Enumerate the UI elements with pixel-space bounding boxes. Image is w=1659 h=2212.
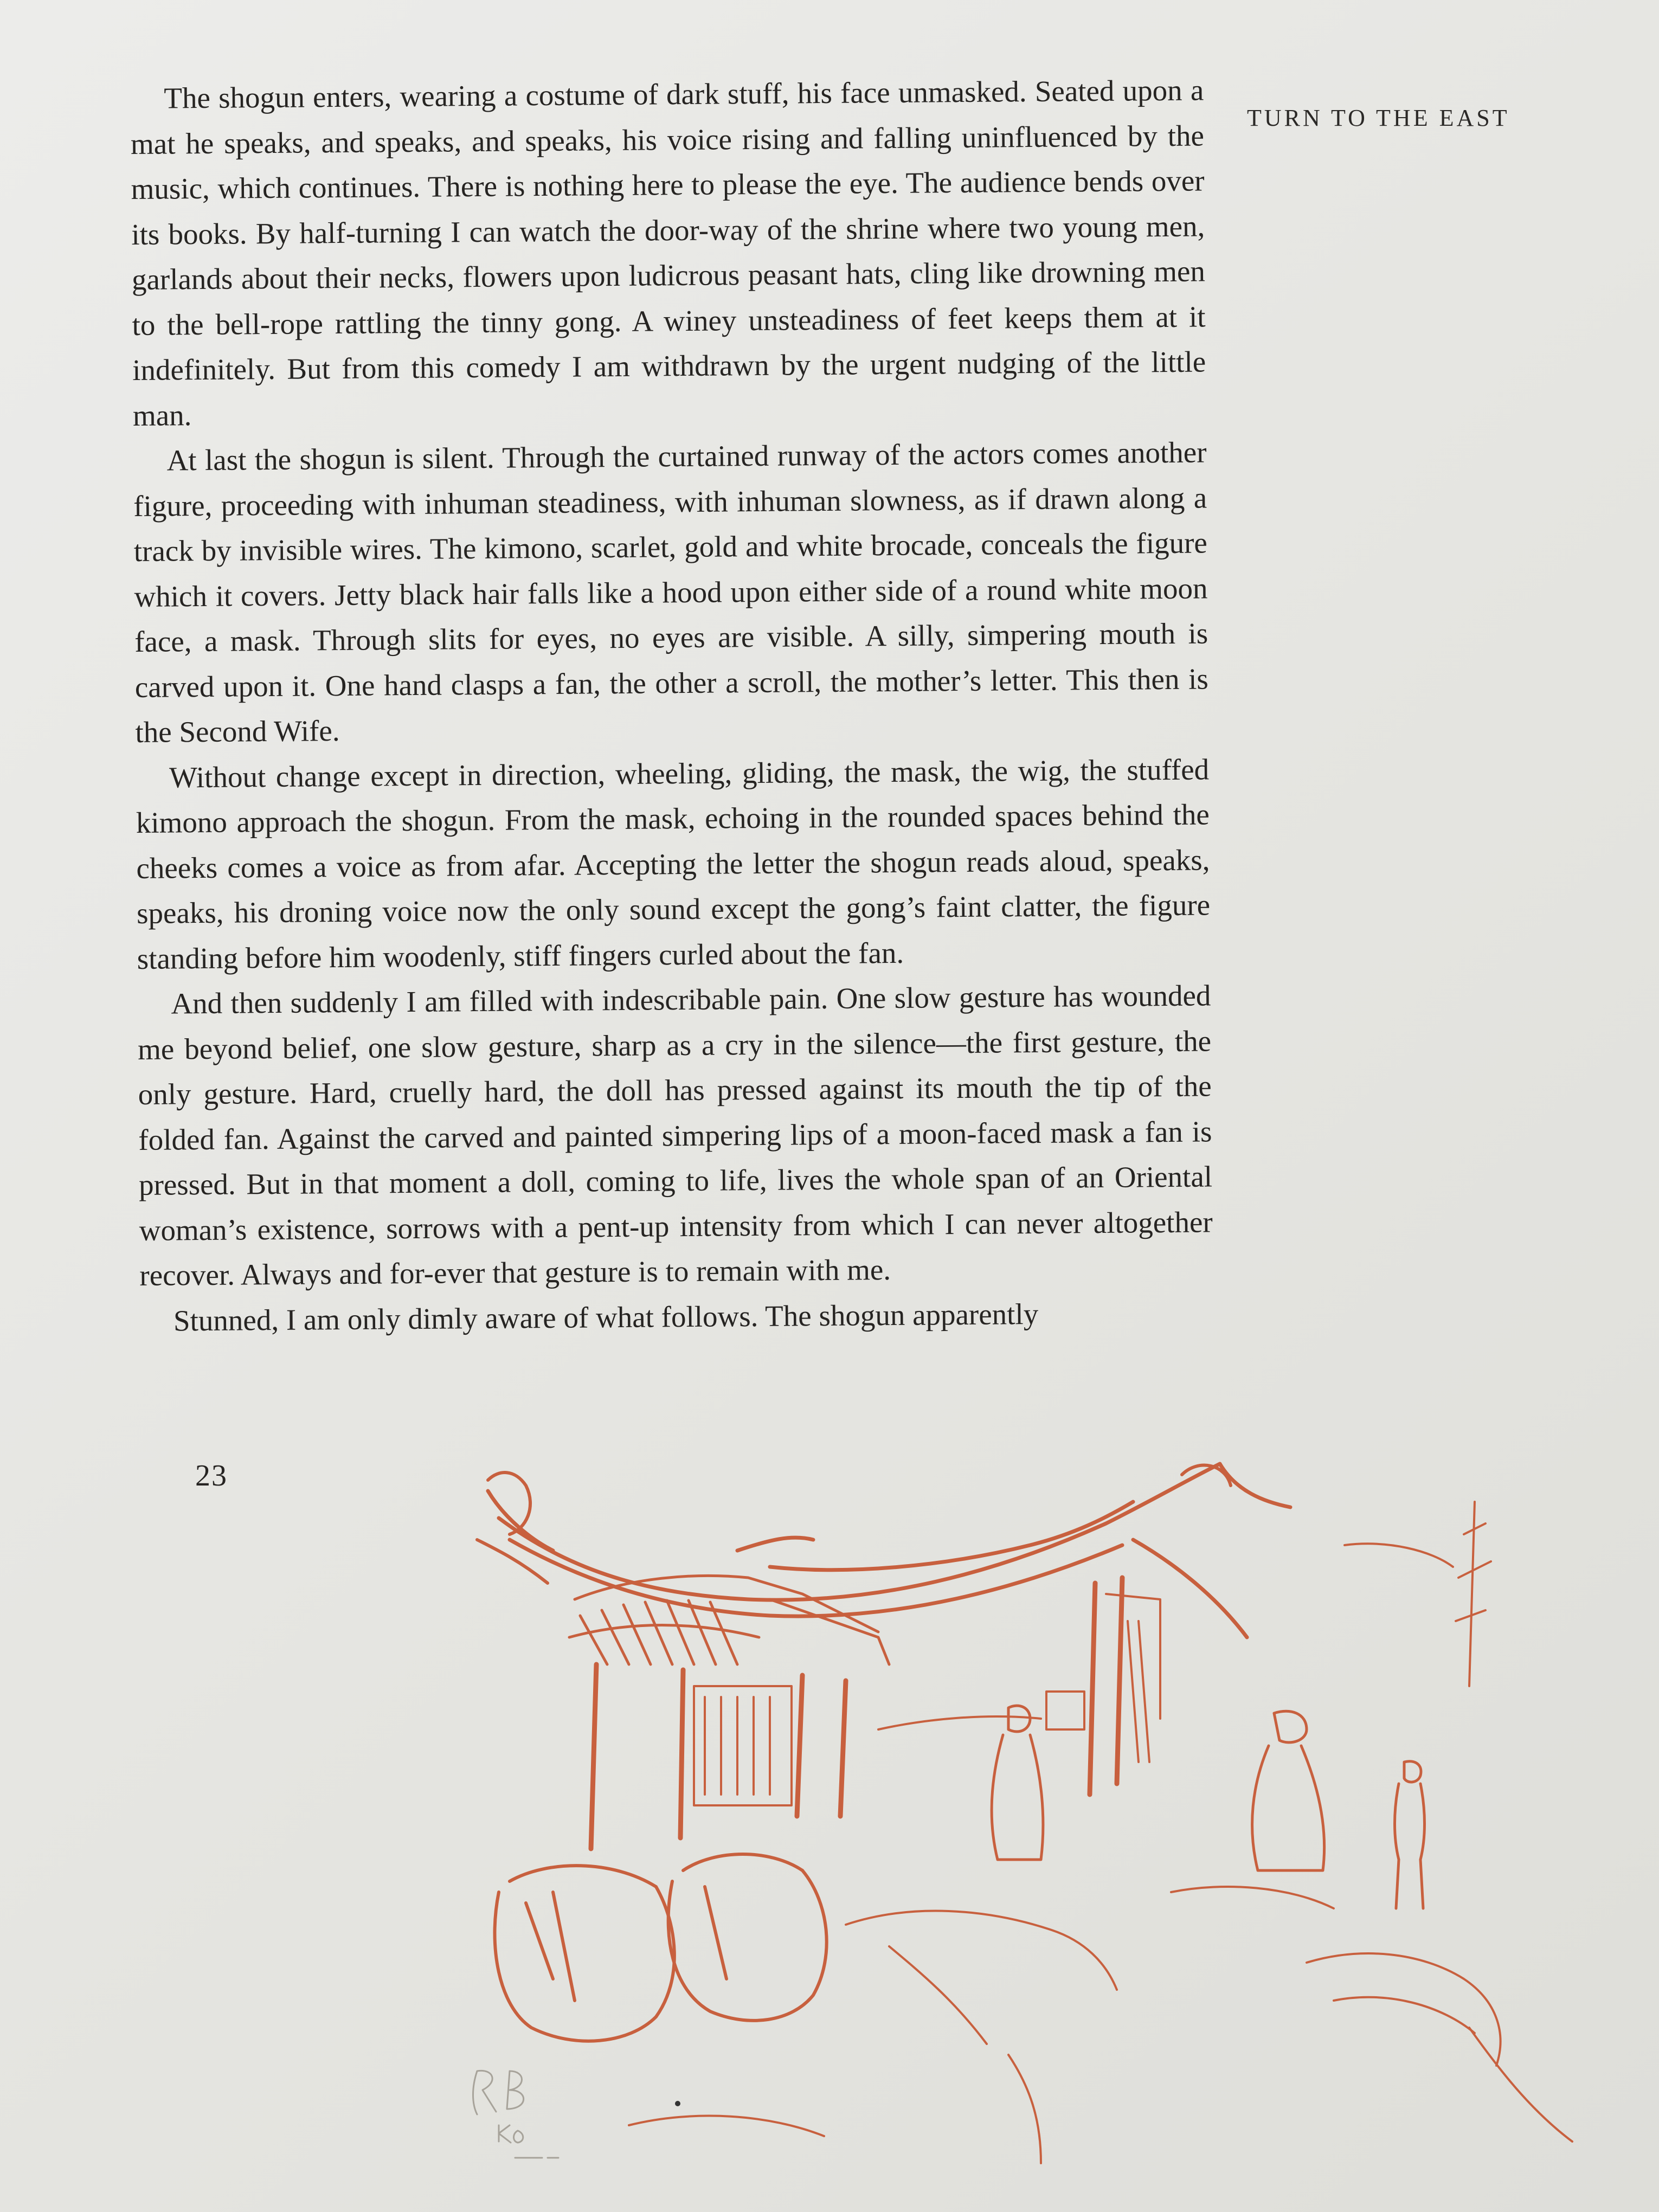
paragraph: At last the shogun is silent. Through the curtained runway of the actors comes another figure, proceeding with inhuman steadiness, with inhuman slowness, as if drawn along a track by invisible wires. The kimono, scarlet, gold and white brocade, conceals the figure which it covers. Jetty black hair falls like a hood upon either side of a round white moon face, a mask. Through slits for eyes, no eyes are visible. A silly, simpering mouth is carved upon it. One hand clasps a fan, the other a scroll, the mother’s letter. This then is the Second Wife. — [133, 435, 1209, 749]
storage-jars — [495, 1854, 827, 2041]
body-text — [130, 67, 1213, 1343]
paragraph: Stunned, I am only dimly aware of what follows. The shogun apparently — [173, 1297, 1039, 1337]
paragraph: And then suddenly I am filled with indescribable pain. One slow gesture has wounded me beyond belief, one slow gesture, sharp as a cry in the silence—the first gesture, the only gesture. Hard, cruelly hard, the doll has pressed against its mouth the tip of the folded fan. Against the carved and painted simpering lips of a moon-faced mask a fan is pressed. But in that moment a doll, coming to life, lives the whole span of an Oriental woman’s existence, sorrows with a pent-up intensity from which I can never altogether recover. Always and for-ever that gesture is to remain with me. — [137, 979, 1213, 1292]
ink-dot — [675, 2101, 680, 2106]
ground — [629, 1887, 1572, 2163]
paragraph: The shogun enters, wearing a costume of dark stuff, his face unmasked. Seated upon a mat he speaks, and speaks, and speaks, his voice rising and falling uninfluenced by the music, which continues. There is nothing here to please the eye. The audience bends over its books. By half-turning I can watch the door-way of the shrine where two young men, garlands about their necks, flowers upon ludicrous peasant hats, cling like drowning men to the bell-rope rattling the tinny gong. A winey unsteadiness of feet keeps them at it indefinitely. But from this comedy I am withdrawn by the urgent nudging of the little man. — [130, 73, 1206, 432]
roof-ornament — [477, 1465, 1231, 1583]
korean-gate-sketch-icon — [466, 1458, 1605, 2179]
paragraph: Without change except in direction, wheeling, gliding, the mask, the wig, the stuffed kimono approach the shogun. From the mask, echoing in the rounded spaces behind the cheeks comes a voice as from afar. Accepting the letter the shogun reads aloud, speaks, speaks, his droning voice now the only sound except the gong’s faint clatter, the figure standing before him woodenly, stiff fingers curled about the fan. — [136, 752, 1211, 975]
artist-signature — [473, 2070, 559, 2158]
gate-roof — [488, 1464, 1290, 1637]
figures — [992, 1706, 1424, 1908]
page-number: 23 — [195, 1459, 228, 1493]
tree — [1345, 1502, 1491, 1686]
running-head: TURN TO THE EAST — [1247, 105, 1510, 131]
